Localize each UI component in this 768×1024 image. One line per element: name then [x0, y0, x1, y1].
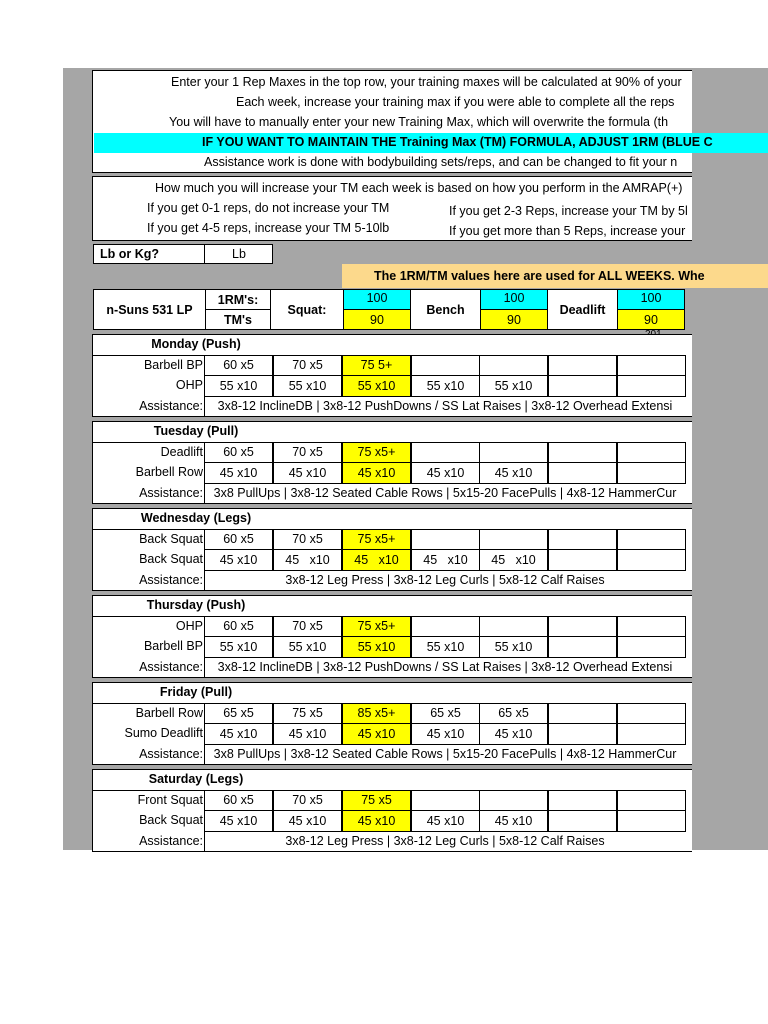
set-cell[interactable]: 45 x10: [411, 810, 480, 832]
set-cell[interactable]: [617, 703, 686, 725]
set-cell[interactable]: [479, 616, 548, 638]
set-cell[interactable]: 45 x10: [479, 462, 548, 484]
day-title: Thursday (Push): [146, 598, 246, 612]
amrap-set-cell[interactable]: 55 x10: [342, 375, 411, 397]
maintain-tm-text: IF YOU WANT TO MAINTAIN THE Training Max (TM) FORMULA, ADJUST 1RM (BLUE C: [202, 135, 713, 149]
set-cell[interactable]: 45 x10: [411, 549, 480, 571]
rm-label: 1RM's:: [205, 289, 271, 310]
lift-name: OHP: [175, 618, 203, 633]
set-cell[interactable]: 55 x10: [411, 636, 480, 658]
set-cell[interactable]: [479, 790, 548, 812]
lift-name: Back Squat: [139, 552, 203, 566]
set-cell[interactable]: [617, 549, 686, 571]
set-cell[interactable]: 55 x10: [273, 636, 342, 658]
set-cell[interactable]: 45 x10: [204, 549, 273, 571]
set-cell[interactable]: [411, 355, 480, 377]
lift-name: Back Squat: [139, 813, 203, 827]
set-cell[interactable]: 55 x10: [204, 636, 273, 658]
lift-name: Front Squat: [137, 792, 203, 807]
set-cell[interactable]: [548, 355, 617, 377]
assistance-divider: [204, 744, 205, 765]
set-cell[interactable]: 45 x10: [479, 549, 548, 571]
set-cell[interactable]: 55 x10: [479, 636, 548, 658]
day-title: Saturday (Legs): [148, 772, 244, 786]
note-text: The 1RM/TM values here are used for ALL WEEKS. Whe: [374, 269, 705, 283]
set-cell[interactable]: 65 x5: [204, 703, 273, 725]
set-cell[interactable]: 45 x10: [204, 462, 273, 484]
squat-label: Squat:: [270, 289, 344, 330]
set-cell[interactable]: [548, 703, 617, 725]
bench-label: Bench: [410, 289, 481, 330]
assistance-text: 3x8 PullUps | 3x8-12 Seated Cable Rows | 5x15-20 FacePulls | 4x8-12 HammerCur: [213, 746, 677, 761]
set-cell[interactable]: 45 x10: [479, 723, 548, 745]
set-cell[interactable]: 45 x10: [273, 810, 342, 832]
set-cell[interactable]: 45 x10: [411, 723, 480, 745]
set-cell[interactable]: [548, 442, 617, 464]
set-cell[interactable]: 75 x5: [273, 703, 342, 725]
tm-rule-2-3: If you get 2-3 Reps, increase your TM by 5l: [449, 204, 688, 218]
bench-1rm-input[interactable]: 100: [480, 289, 548, 310]
tm-rule-0-1: If you get 0-1 reps, do not increase your TM: [147, 201, 390, 215]
set-cell[interactable]: 45 x10: [273, 462, 342, 484]
set-cell[interactable]: 55 x10: [479, 375, 548, 397]
lift-name: Barbell BP: [143, 639, 203, 653]
set-cell[interactable]: [617, 636, 686, 658]
assistance-divider: [204, 570, 205, 591]
amrap-set-cell[interactable]: 85 x5+: [342, 703, 411, 725]
tm-rule-5-plus: If you get more than 5 Reps, increase your: [449, 224, 686, 238]
assistance-text: 3x8-12 Leg Press | 3x8-12 Leg Curls | 5x8-12 Calf Raises: [285, 572, 605, 587]
set-cell[interactable]: [548, 375, 617, 397]
assistance-label: Assistance:: [139, 659, 203, 674]
day-title: Wednesday (Legs): [140, 511, 252, 525]
set-cell[interactable]: [411, 529, 480, 551]
assistance-label: Assistance:: [139, 485, 203, 500]
set-cell[interactable]: [411, 616, 480, 638]
assistance-text: 3x8-12 Leg Press | 3x8-12 Leg Curls | 5x8-12 Calf Raises: [285, 833, 605, 848]
lift-name: Barbell BP: [143, 357, 203, 372]
set-cell[interactable]: [548, 616, 617, 638]
set-cell[interactable]: [548, 636, 617, 658]
deadlift-tm-value: 90: [617, 309, 685, 330]
day-title: Monday (Push): [151, 337, 241, 351]
assistance-divider: [204, 831, 205, 852]
instruction-line-2: Each week, increase your training max if you were able to complete all the reps: [236, 95, 675, 109]
assistance-divider: [204, 657, 205, 678]
set-cell[interactable]: [479, 442, 548, 464]
tm-rule-4-5: If you get 4-5 reps, increase your TM 5-10lb: [147, 221, 390, 235]
instruction-line-5: Assistance work is done with bodybuilding sets/reps, and can be changed to fit your n: [204, 155, 678, 169]
amrap-set-cell[interactable]: 75 x5+: [342, 616, 411, 638]
set-cell[interactable]: [548, 810, 617, 832]
tm-label: TM's: [205, 309, 271, 330]
assistance-divider: [204, 396, 205, 417]
set-cell[interactable]: [617, 810, 686, 832]
set-cell[interactable]: 55 x10: [204, 375, 273, 397]
amrap-set-cell[interactable]: 75 x5+: [342, 442, 411, 464]
amrap-set-cell[interactable]: 75 x5+: [342, 529, 411, 551]
set-cell[interactable]: 70 x5: [273, 616, 342, 638]
set-cell[interactable]: [617, 462, 686, 484]
program-name: n-Suns 531 LP: [93, 289, 206, 330]
assistance-label: Assistance:: [139, 398, 203, 413]
set-cell[interactable]: 70 x5: [273, 355, 342, 377]
set-cell[interactable]: 70 x5: [273, 790, 342, 812]
instruction-line-3: You will have to manually enter your new Training Max, which will overwrite the formula (th: [169, 115, 669, 129]
deadlift-label: Deadlift: [547, 289, 618, 330]
lift-name: Barbell Row: [135, 465, 203, 479]
amrap-set-cell[interactable]: 45 x10: [342, 462, 411, 484]
set-cell[interactable]: [411, 790, 480, 812]
set-cell[interactable]: 45 x10: [273, 549, 342, 571]
set-cell[interactable]: 45 x10: [479, 810, 548, 832]
set-cell[interactable]: 70 x5: [273, 442, 342, 464]
assistance-label: Assistance:: [139, 746, 203, 761]
lift-name: Back Squat: [139, 531, 203, 546]
set-cell[interactable]: 55 x10: [273, 375, 342, 397]
set-cell[interactable]: 45 x10: [204, 723, 273, 745]
amrap-set-cell[interactable]: 45 x10: [342, 723, 411, 745]
tm-increase-title: How much you will increase your TM each week is based on how you perform in the AMRAP(+): [155, 181, 683, 195]
amrap-set-cell[interactable]: 75 5+: [342, 355, 411, 377]
lift-name: OHP: [175, 378, 203, 392]
set-cell[interactable]: [479, 529, 548, 551]
set-cell[interactable]: 55 x10: [411, 375, 480, 397]
set-cell[interactable]: [617, 616, 686, 638]
set-cell[interactable]: [548, 549, 617, 571]
bench-tm-value: 90: [480, 309, 548, 330]
instruction-line-1: Enter your 1 Rep Maxes in the top row, your training maxes will be calculated at 90% of your: [171, 75, 682, 89]
day-title: Tuesday (Pull): [153, 424, 239, 438]
set-cell[interactable]: 60 x5: [204, 790, 273, 812]
set-cell[interactable]: 60 x5: [204, 442, 273, 464]
set-cell[interactable]: [617, 723, 686, 745]
squat-1rm-input[interactable]: 100: [343, 289, 411, 310]
assistance-text: 3x8 PullUps | 3x8-12 Seated Cable Rows | 5x15-20 FacePulls | 4x8-12 HammerCur: [213, 485, 677, 500]
set-cell[interactable]: [411, 442, 480, 464]
set-cell[interactable]: 65 x5: [479, 703, 548, 725]
day-title: Friday (Pull): [159, 685, 233, 699]
set-cell[interactable]: [479, 355, 548, 377]
amrap-set-cell[interactable]: 55 x10: [342, 636, 411, 658]
set-cell[interactable]: 45 x10: [411, 462, 480, 484]
set-cell[interactable]: 45 x10: [204, 810, 273, 832]
set-cell[interactable]: 60 x5: [204, 616, 273, 638]
set-cell[interactable]: [617, 790, 686, 812]
lift-name: Deadlift: [160, 444, 203, 459]
units-value[interactable]: Lb: [204, 244, 273, 264]
assistance-divider: [204, 483, 205, 504]
set-cell[interactable]: [548, 462, 617, 484]
assistance-text: 3x8-12 InclineDB | 3x8-12 PushDowns / SS Lat Raises | 3x8-12 Overhead Extensi: [217, 659, 673, 674]
lift-name: Barbell Row: [135, 705, 203, 720]
amrap-set-cell[interactable]: 75 x5: [342, 790, 411, 812]
set-cell[interactable]: 60 x5: [204, 529, 273, 551]
set-cell[interactable]: [548, 529, 617, 551]
units-label: Lb or Kg?: [93, 244, 205, 264]
amrap-set-cell[interactable]: 45 x10: [342, 810, 411, 832]
set-cell[interactable]: [548, 723, 617, 745]
set-cell[interactable]: [617, 375, 686, 397]
set-cell[interactable]: 45 x10: [273, 723, 342, 745]
assistance-text: 3x8-12 InclineDB | 3x8-12 PushDowns / SS Lat Raises | 3x8-12 Overhead Extensi: [217, 398, 673, 413]
set-cell[interactable]: [617, 442, 686, 464]
set-cell[interactable]: 70 x5: [273, 529, 342, 551]
set-cell[interactable]: [617, 529, 686, 551]
squat-tm-value: 90: [343, 309, 411, 330]
amrap-set-cell[interactable]: 45 x10: [342, 549, 411, 571]
set-cell[interactable]: [548, 790, 617, 812]
assistance-label: Assistance:: [139, 833, 203, 848]
set-cell[interactable]: 60 x5: [204, 355, 273, 377]
lift-name: Sumo Deadlift: [124, 726, 203, 740]
deadlift-1rm-input[interactable]: 100: [617, 289, 685, 310]
set-cell[interactable]: [617, 355, 686, 377]
set-cell[interactable]: 65 x5: [411, 703, 480, 725]
assistance-label: Assistance:: [139, 572, 203, 587]
